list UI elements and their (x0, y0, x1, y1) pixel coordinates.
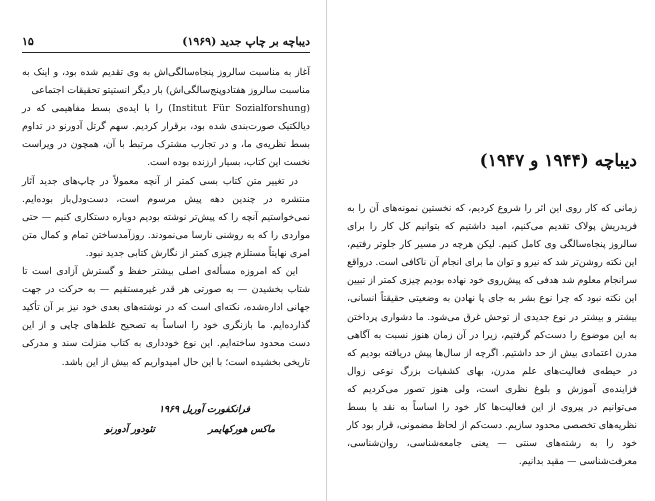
signature-author: تئودور آدورنو (104, 424, 155, 435)
running-head-title: دیباچه بر چاپ جدید (۱۹۶۹) (182, 35, 310, 48)
paragraph: آغاز به مناسبت سالروز پنجاه‌سالگی‌اش به وی تقدیم شده بود، و اینک به مناسبت سالروز هفتادوپنج‌سالگی‌اش) بار دیگر انستیتو تحقیقات اجتماعی (22, 67, 310, 97)
running-head (22, 34, 310, 53)
signature-place-date: فرانکفورت آوریل ۱۹۶۹ (158, 404, 250, 415)
left-body-text (22, 64, 310, 372)
left-page (22, 0, 310, 501)
page-number: ۱۵ (22, 35, 34, 48)
right-body-text (347, 200, 637, 471)
paragraph: در تغییر متن کتاب بسی کمتر از آنچه معمولاً در چاپ‌های جدید آثار منتشره در چندین دهه پیش مرسوم است، دست‌ودل‌باز بوده‌ایم. نمی‌خواستیم آنچه را که پیش‌تر نوشته بودیم دوباره دستکاری کنیم — حتی مواردی را که به روشنی نارسا می‌نمودند. روزآمدساختن تمام و کمال متن امری نهایتاً مستلزم چیزی کمتر از نگارش کتابی جدید نبود. (22, 175, 310, 259)
chapter-title: دیباچه (۱۹۴۴ و ۱۹۴۷) (479, 151, 637, 171)
paragraph: زمانی که کار روی این اثر را شروع کردیم، که نخستین نمونه‌های آن را به فریدریش پولاک تقدیم می‌کنیم، امید داشتیم که بتوانیم کل کار را برای سالروز پنجاه‌سالگی وی کامل کنیم. لیکن هرچه در مسیر کار جلوتر رفتیم، این نکته روشن‌تر شد که نیرو و توان ما برای انجام آن ناکافی است. درواقع سرانجام معلوم شد هدفی که پیش‌روی خود نهاده بودیم چیزی کمتر از تبیین این نکته نبود که چرا نوع بشر به جای پا نهادن به وضعیتی حقیقتاً انسانی، بیشتر و بیشتر در نوع جدیدی از توحش غرق می‌شود. ما دشواری پرداختن به این موضوع را دست‌کم گرفتیم، زیرا در آن زمان هنوز نسبت به آگاهی مدرن اعتمادی بیش از حد داشتیم. اگرچه از سال‌ها پیش دریافته بودیم که در حیطه‌ی فعالیت‌های علم مدرن، بهای کشفیات بزرگ نوعی زوال فزاینده‌ی آموزش و بلوغ نظری است، ولی هنوز تصور می‌کردیم که می‌توانیم در پیروی از این فعالیت‌ها کار خود را اساساً به نقد یا بسط نظریه‌های تخصصی محدود سازیم. دست‌کم از لحاظ مضمونی، قرار بود کار خود را به رشته‌های سنتی — یعنی جامعه‌شناسی، روان‌شناسی، معرفت‌شناسی — مقید بدانیم. (347, 203, 637, 468)
signature-author: ماکس هورکهایمر (208, 424, 275, 435)
paragraph: (Institut Für Sozialforshung) را با ایده‌ی بسط مفاهیمی که در دیالکتیک صورت‌بندی شده بود، برقرار کردیم. سهم گرتل آدورنو در تداوم بسط نظریه‌ی ما، و در تجارب مشترک مرتبط با آن، همچون در ویراست نخست این کتاب، بسیار ارزنده بوده است. (22, 103, 310, 169)
right-page (347, 0, 637, 501)
book-gutter (326, 0, 327, 501)
paragraph: این که امروزه مسأله‌ی اصلی بیشتر حفظ و گسترش آزادی است تا شتاب بخشیدن — به صورتی هر قدر غیرمستقیم — به حرکت در جهت جهانی اداره‌شده، نکته‌ای است که در نوشته‌های بعدی خود نیز بر آن تأکید گذارده‌ایم. ما با‌زنگری خود را اساساً به تصحیح غلط‌های چاپی و از این دست محدود ساخته‌ایم. این نوع خودداری به کتاب منزلت سند و مدرکی تاریخی بخشیده است؛ با این حال امیدواریم که بیش از این باشد. (22, 266, 310, 368)
